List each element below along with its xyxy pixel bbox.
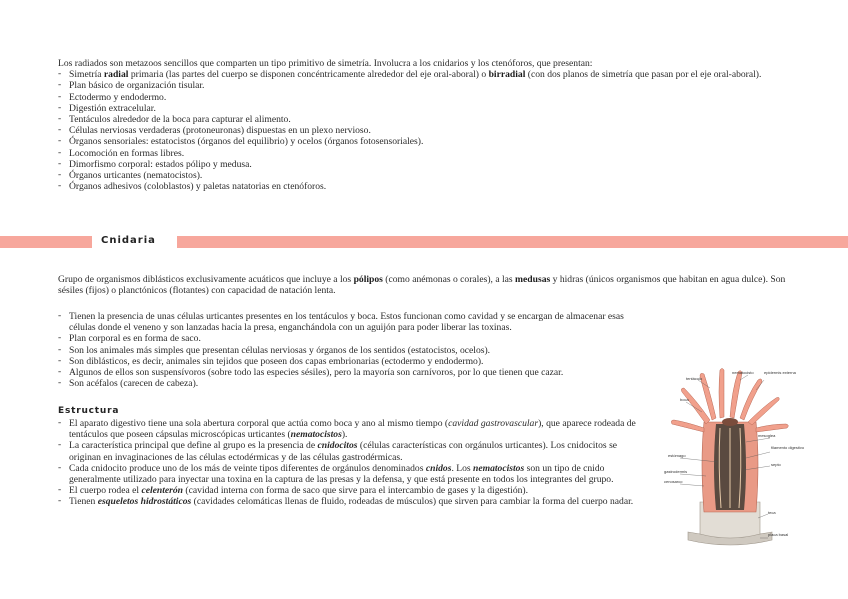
label-tentaculo: tentáculo — [686, 376, 703, 381]
label-mesoglea: mesoglea — [758, 433, 776, 438]
polyp-anatomy-figure — [660, 362, 805, 552]
label-septo: septo — [771, 462, 781, 467]
label-boca: boca — [680, 397, 689, 402]
list-item: - Órganos urticantes (nematocistos). — [58, 170, 798, 181]
cnidaria-list — [58, 311, 638, 389]
list-item: - Tienen esqueletos hidrostáticos (cavidades celomáticas llenas de fluido, rodeadas de músculos) que sirven para cambiar la forma del cuerpo nadar. — [58, 496, 638, 507]
list-item: - La característica principal que define al grupo es la presencia de cnidocitos (células características con orgánulos urticantes). Los cnidocitos se originan en invaginaciones de las células ectodérmicas y de las células gastrodérmicas. — [58, 440, 638, 462]
intro-section — [58, 58, 798, 192]
list-item: - Órganos sensoriales: estatocistos (órganos del equilibrio) y ocelos (órganos fotosensoriales). — [58, 136, 798, 147]
list-item: - El cuerpo rodea el celenterón (cavidad interna con forma de saco que sirve para el intercambio de gases y la digestión). — [58, 485, 638, 496]
cnidaria-paragraph: Grupo de organismos diblásticos exclusivamente acuáticos que incluye a los pólipos (como anémonas o corales), a las medusas y hidras (únicos organismos que habitan en agua dulce). Son sésiles (fijos) o planctónicos (flotantes) con capacidad de natación lenta. — [58, 274, 786, 297]
list-item: - Plan básico de organización tisular. — [58, 80, 798, 91]
list-item: - Órganos adhesivos (coloblastos) y paletas natatorias en ctenóforos. — [58, 181, 798, 192]
list-item: - Ectodermo y endodermo. — [58, 92, 798, 103]
section-band-right — [177, 236, 848, 248]
label-epidermis: epidermis externa — [764, 370, 796, 375]
list-item: - Simetría radial primaria (las partes del cuerpo se disponen concéntricamente alrededor del eje oral-aboral) o birradial (con dos planos de simetría que pasan por el eje oral-aboral). — [58, 69, 798, 80]
label-nematocisto: nematocisto — [732, 370, 754, 375]
estructura-title: Estructura — [58, 406, 120, 416]
section-band-left — [0, 236, 92, 248]
intro-list — [58, 69, 798, 192]
list-item: - Células nerviosas verdaderas (protoneuronas) dispuestas en un plexo nervioso. — [58, 125, 798, 136]
mouth-shape — [722, 418, 738, 426]
label-gastrodermis: gastrodermis — [664, 469, 688, 474]
polyp-illustration — [660, 362, 805, 552]
list-item: - Cada cnidocito produce uno de los más de veinte tipos diferentes de orgánulos denominados cnidos. Los nematocistos son un tipo de cnido generalmente utilizado para inyectar una toxina en la captura de las presas y la defensa, y que está presente en todos los integrantes del grupo. — [58, 463, 638, 485]
estructura-list — [58, 418, 638, 508]
intro-paragraph: Los radiados son metazoos sencillos que comparten un tipo primitivo de simetría. Involucra a los cnidarios y los ctenóforos, que presentan: — [58, 58, 593, 69]
list-item: - Tienen la presencia de unas células urticantes presentes en los tentáculos y boca. Estos funcionan como cavidad y se encargan de almacenar esas células donde el veneno y son lanzadas hacia la presa, enganchándola con un aguijón para poder liberar las toxinas. — [58, 311, 638, 333]
list-item: - Digestión extracelular. — [58, 103, 798, 114]
list-item: - Tentáculos alrededor de la boca para capturar el alimento. — [58, 114, 798, 125]
list-item: - Locomoción en formas libres. — [58, 148, 798, 159]
label-placa: placa basal — [768, 532, 789, 537]
list-item: - Plan corporal es en forma de saco. — [58, 333, 638, 344]
list-item: - Son los animales más simples que presentan células nerviosas y órganos de los sentidos (estatocistos, ocelos). — [58, 345, 638, 356]
cnidaria-description — [58, 274, 798, 308]
list-item: - Son acéfalos (carecen de cabeza). — [58, 378, 638, 389]
label-teca: teca — [768, 510, 776, 515]
label-estomago: estómago — [668, 453, 686, 458]
label-cenosarco: cenosarco — [664, 479, 683, 484]
list-item: - Algunos de ellos son suspensívoros (sobre todo las especies sésiles), pero la mayoría son carnívoros, por lo que tienen que cazar. — [58, 367, 638, 378]
list-item: - El aparato digestivo tiene una sola abertura corporal que actúa como boca y ano al mismo tiempo (cavidad gastrovascular), que aparece rodeada de tentáculos que poseen cápsulas microscópicas urticantes (nematocistos). — [58, 418, 638, 440]
list-item: - Dimorfismo corporal: estados pólipo y medusa. — [58, 159, 798, 170]
label-filamento: filamento digestivo — [771, 445, 805, 450]
section-title: Cnidaria — [101, 235, 156, 246]
list-item: - Son diblásticos, es decir, animales sin tejidos que poseen dos capas embrionarias (ectodermo y endodermo). — [58, 356, 638, 367]
